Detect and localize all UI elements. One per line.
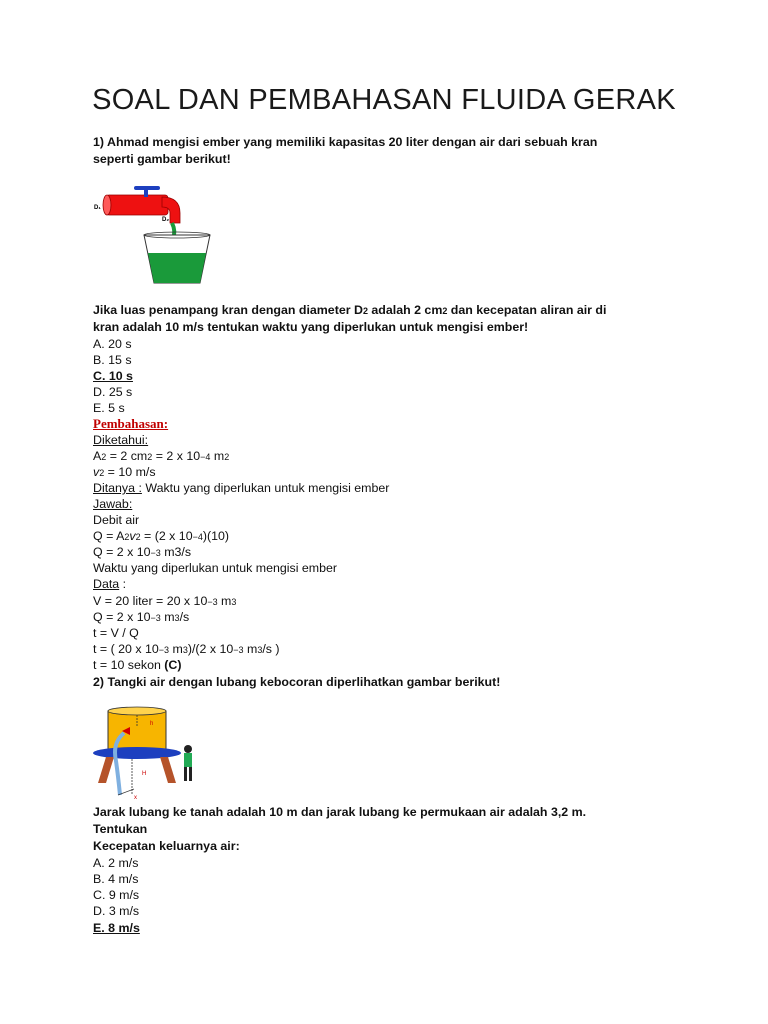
tank-figure <box>92 703 202 803</box>
q2-option-c: C. 9 m/s <box>93 888 140 902</box>
debit-air-line: Debit air <box>93 513 140 527</box>
q1-option-a: A. 20 s <box>93 337 132 351</box>
t-formula-line: t = V / Q <box>93 626 139 640</box>
ditanya-line: Ditanya : Waktu yang diperlukan untuk mengisi ember <box>93 481 390 495</box>
label-d1: D₁ <box>94 205 101 211</box>
q2-option-b: B. 4 m/s <box>93 872 139 886</box>
a2-line: A2 = 2 cm2 = 2 x 10−4 m2 <box>93 449 230 463</box>
q1-option-e: E. 5 s <box>93 401 125 415</box>
q2-option-a: A. 2 m/s <box>93 856 139 870</box>
label-h: h <box>150 721 154 727</box>
faucet-bucket-figure <box>92 183 217 288</box>
t-result-line: t = 10 sekon (C) <box>93 658 182 672</box>
valve-handle <box>134 186 160 190</box>
bucket-water <box>148 253 206 283</box>
q1-question-line3: Jika luas penampang kran dengan diameter D2 adalah 2 cm2 dan kecepatan aliran air di <box>93 303 607 317</box>
q2-line3: Kecepatan keluarnya air: <box>93 839 240 853</box>
q1-option-c-correct: C. 10 s <box>93 369 133 383</box>
q2-line1: Jarak lubang ke tanah adalah 10 m dan jarak lubang ke permukaan air adalah 3,2 m. <box>93 805 587 819</box>
t-substitution-line: t = ( 20 x 10−3 m3)/(2 x 10−3 m3/s ) <box>93 642 280 656</box>
waktu-line: Waktu yang diperlukan untuk mengisi ember <box>93 561 338 575</box>
pembahasan-heading: Pembahasan: <box>93 416 169 431</box>
tank-leg-right <box>160 757 176 783</box>
tank-top <box>108 707 166 715</box>
debit-data-line: Q = 2 x 10−3 m3/s <box>93 610 190 624</box>
q2-option-e-correct: E. 8 m/s <box>93 921 140 935</box>
volume-line: V = 20 liter = 20 x 10−3 m3 <box>93 594 237 608</box>
page-title: SOAL DAN PEMBAHASAN FLUIDA GERAK <box>92 84 676 116</box>
q2-option-d: D. 3 m/s <box>93 904 140 918</box>
person-leg-right <box>189 767 192 781</box>
q2-question: 2) Tangki air dengan lubang kebocoran diperlihatkan gambar berikut! <box>93 675 501 689</box>
q1-question-line2: seperti gambar berikut! <box>93 152 231 166</box>
faucet-pipe <box>106 195 168 215</box>
label-x: x <box>134 795 137 801</box>
q1-question-line1: 1) Ahmad mengisi ember yang memiliki kapasitas 20 liter dengan air dari sebuah kran <box>93 135 598 149</box>
label-H: H <box>142 771 147 777</box>
q1-question-line4: kran adalah 10 m/s tentukan waktu yang diperlukan untuk mengisi ember! <box>93 320 529 334</box>
pipe-opening <box>103 195 111 215</box>
jawab-label: Jawab: <box>93 497 133 511</box>
q1-option-b: B. 15 s <box>93 353 132 367</box>
person-head <box>184 745 192 753</box>
v2-line: v2 = 10 m/s <box>93 465 156 479</box>
q1-option-d: D. 25 s <box>93 385 133 399</box>
person-body <box>184 753 192 767</box>
q-formula-line: Q = A2v2 = (2 x 10−4)(10) <box>93 529 230 543</box>
person-leg-left <box>184 767 187 781</box>
label-d2: D₂ <box>162 217 169 223</box>
data-label-line: Data : <box>93 577 127 591</box>
diketahui-label: Diketahui: <box>93 433 149 447</box>
q2-line2: Tentukan <box>93 822 148 836</box>
q-result-line: Q = 2 x 10−3 m3/s <box>93 545 192 559</box>
tank-leg-left <box>98 757 114 783</box>
